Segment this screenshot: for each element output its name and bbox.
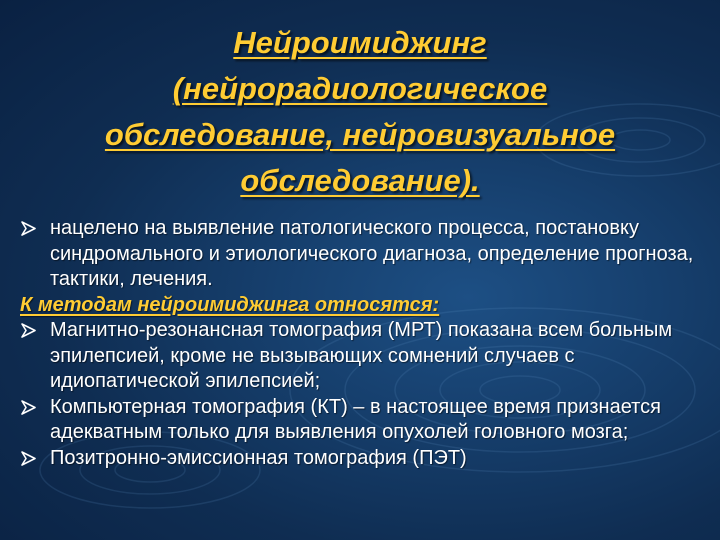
- slide-body: [20, 216, 700, 471]
- method-bullet: [20, 446, 700, 472]
- bullet-text: Позитронно-эмиссионная томография (ПЭТ): [50, 446, 467, 469]
- arrowhead-bullet-icon: [21, 400, 36, 415]
- bullet-text: нацелено на выявление патологического процесса, постановку синдромального и этиологического диагноза, определение прогноза, тактики, лечения.: [50, 217, 694, 290]
- slide-title: [40, 20, 680, 204]
- slide-title-line: Нейроимиджинг: [233, 25, 487, 60]
- arrowhead-bullet-icon: [21, 451, 36, 466]
- arrowhead-bullet-icon: [21, 221, 36, 236]
- methods-heading: К методам нейроимиджинга относятся:: [20, 293, 440, 316]
- slide-title-line: обследование).: [240, 163, 480, 198]
- bullet-text: Компьютерная томография (КТ) – в настоящее время признается адекватным только для выявления опухолей головного мозга;: [50, 395, 661, 443]
- intro-bullet: [20, 216, 700, 293]
- method-bullet: [20, 395, 700, 446]
- slide-title-line: (нейрорадиологическое: [172, 71, 548, 106]
- method-bullet: [20, 318, 700, 395]
- bullet-text: Магнитно-резонансная томография (МРТ) показана всем больным эпилепсией, кроме не вызывающих сомнений случаев с идиопатической эпилепсией;: [50, 319, 673, 392]
- arrowhead-bullet-icon: [21, 323, 36, 338]
- slide-title-line: обследование, нейровизуальное: [104, 117, 616, 152]
